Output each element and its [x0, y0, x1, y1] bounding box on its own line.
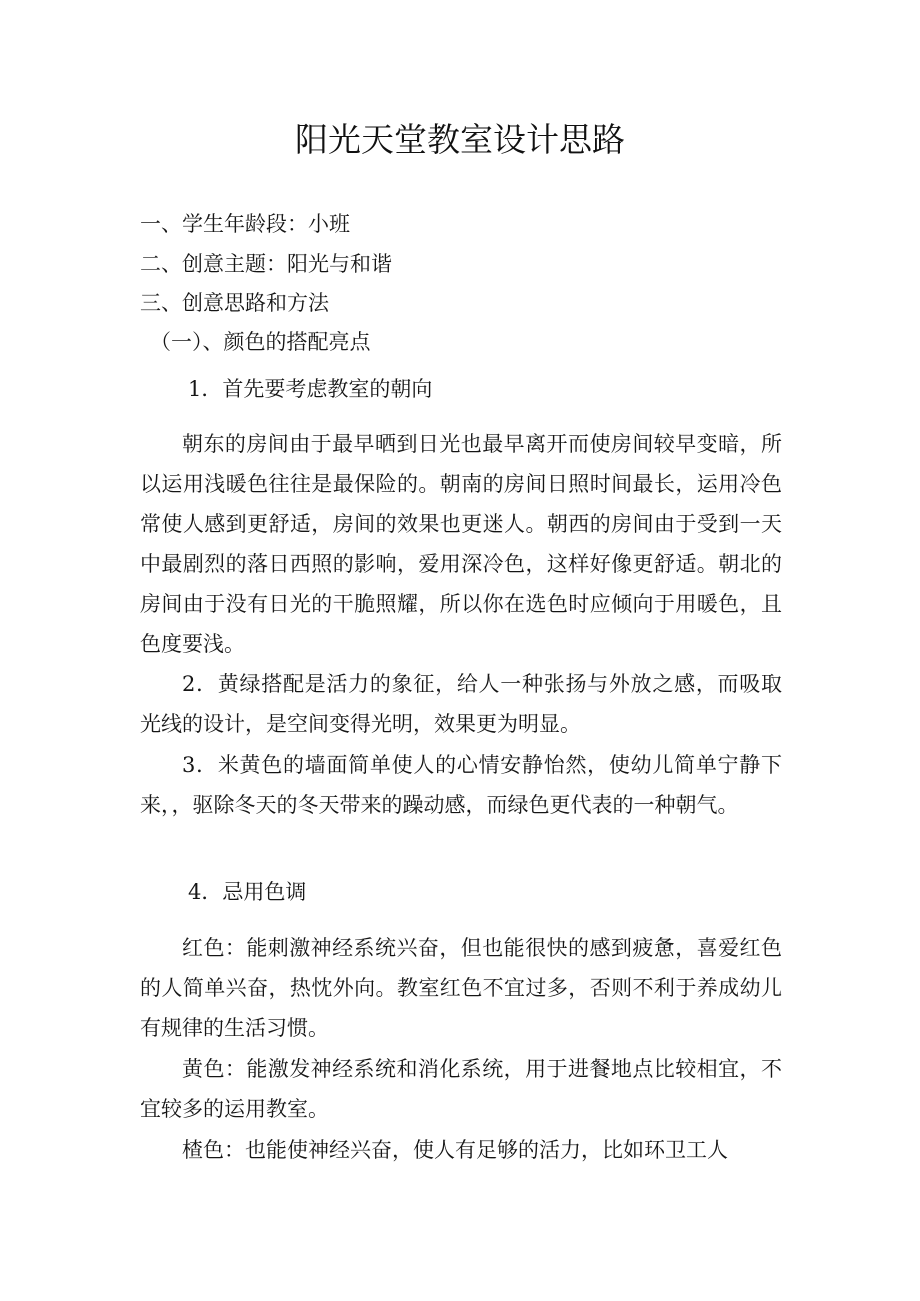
item-method: 三、创意思路和方法 — [140, 291, 329, 315]
paragraph-yellow: 黄色：能激发神经系统和消化系统，用于进餐地点比较相宜，不宜较多的运用教室。 — [140, 1057, 782, 1121]
paragraph-orange: 楂色：也能使神经兴奋，使人有足够的活力，比如环卫工人 — [182, 1138, 728, 1162]
paragraph-orientation: 朝东的房间由于最早晒到日光也最早离开而使房间较早变暗，所以运用浅暖色往往是最保险的。朝南的房间日照时间最长，运用冷色常使人感到更舒适，房间的效果也更迷人。朝西的房间由于受到一天中最剧烈的落日西照的影响，爱用深冷色，这样好像更舒适。朝北的房间由于没有日光的干脆照耀，所以你在选色时应倾向于用暖色，且色度要浅。 — [140, 432, 782, 656]
point-1-heading: 1．首先要考虑教室的朝向 — [188, 377, 433, 401]
paragraph-point-2: 2．黄绿搭配是活力的象征，给人一种张扬与外放之感，而吸取光线的设计，是空间变得光明，效果更为明显。 — [140, 672, 782, 736]
item-age: 一、学生年龄段：小班 — [140, 212, 350, 236]
section-heading-colors: （一）、颜色的搭配亮点 — [150, 330, 371, 354]
paragraph-point-3: 3．米黄色的墙面简单使人的心情安静怡然，使幼儿简单宁静下来，，驱除冬天的冬天带来的躁动感，而绿色更代表的一种朝气。 — [140, 753, 782, 817]
page-title: 阳光天堂教室设计思路 — [295, 120, 625, 159]
paragraph-red: 红色：能刺激神经系统兴奋，但也能很快的感到疲惫，喜爱红色的人简单兴奋，热忱外向。教室红色不宜过多，否则不利于养成幼儿有规律的生活习惯。 — [140, 936, 782, 1040]
point-4-heading: 4．忌用色调 — [188, 880, 307, 904]
item-theme: 二、创意主题：阳光与和谐 — [140, 252, 392, 276]
